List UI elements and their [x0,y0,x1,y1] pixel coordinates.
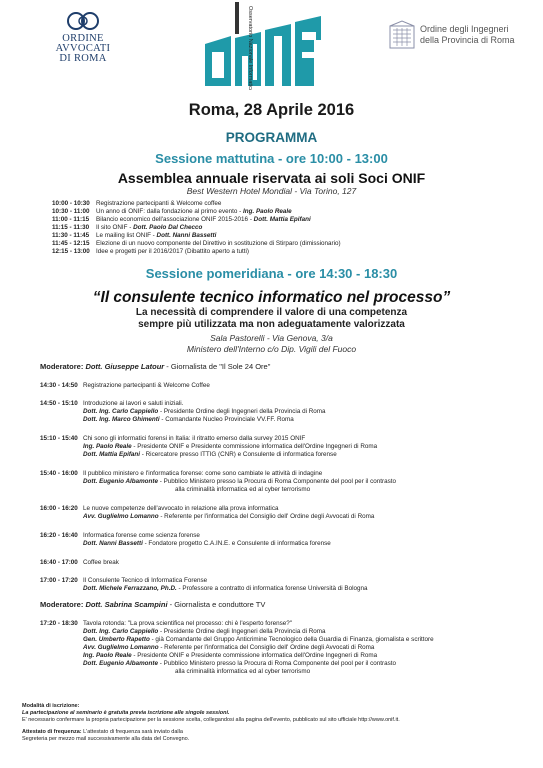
program-block [40,400,183,408]
time: 15:40 - 16:00 [40,470,78,477]
time: 10:00 - 10:30 [52,200,90,207]
conference-subtitle: La necessità di comprendere il valore di una competenza [135,307,408,318]
text: Le nuove competenze dell'avvocato in relazione alla prova informatica [83,505,279,512]
text: Registrazione partecipanti & Welcome coffee [96,200,222,207]
speaker-line [40,585,368,593]
text: Il pubblico ministero e l'informatica forense: come sono cambiate le attività di indagine [83,470,323,477]
speaker-line [40,636,434,644]
speaker-name: Dott. Eugenio Albamonte [83,660,158,667]
schedule-row [52,240,341,248]
ingegneri-building-icon [388,20,416,50]
time: 16:40 - 17:00 [40,559,78,566]
program-block [40,382,210,390]
speaker-role: - Pubblico Ministero presso la Procura di Roma Componente del pool per il contrasto [157,478,396,485]
avvocati-line: DI ROMA [59,53,107,64]
speaker-line [40,668,310,676]
speaker-role: alla criminalità informatica ed al cyber terrorismo [175,668,311,675]
moderator-label: Moderatore: [40,362,84,371]
time: 14:30 - 14:50 [40,382,78,389]
time: 17:00 - 17:20 [40,577,78,584]
morning-venue: Best Western Hotel Mondial - Via Torino, 127 [186,186,357,196]
time: 16:20 - 16:40 [40,532,78,539]
moderator-name: Dott. Sabrina Scampini [85,600,168,609]
text: Elezione di un nuovo componente del Direttivo in sostituzione di Stirparo (dimissionario) [96,240,341,247]
speaker-line [40,408,326,416]
program-block [40,559,119,567]
speaker-role: - Presidente ONIF e Presidente commissione informatica dell'Ordine Ingegneri di Roma [131,443,378,450]
schedule-row [52,208,341,216]
speaker-role: - Pubblico Ministero presso la Procura di Roma Componente del pool per il contrasto [157,660,396,667]
text: Registrazione partecipanti & Welcome Coffee [83,382,210,389]
speaker-role: - Presidente ONIF e Presidente commissione informatica dell'Ordine Ingegneri di Roma [131,652,378,659]
time: 15:10 - 15:40 [40,435,78,442]
speaker-name: Ing. Paolo Reale [83,443,132,450]
schedule-row [52,248,341,256]
text: Idee e progetti per il 2016/2017 (Dibattito aperto a tutti) [96,248,249,255]
schedule-row [52,232,341,240]
header [0,0,543,100]
speaker-name: Dott. Ing. Carlo Cappiello [83,408,159,415]
speaker: Dott. Mattia Epifani [253,216,311,223]
speaker-role: alla criminalità informatica ed al cyber terrorismo [175,486,311,493]
program-block [40,505,278,513]
speaker-name: Dott. Michele Ferrazzano, Ph.D. [83,585,177,592]
time: 10:30 - 11:00 [52,208,90,215]
moderator [40,363,270,371]
speaker: Dott. Nanni Bassetti [156,232,217,239]
speaker-role: - Professore a contratto di informatica forense Università di Bologna [176,585,368,592]
modalita-label: Modalità di iscrizione: [22,703,80,709]
attestato-line: L'attestato di frequenza sarà inviato dalla [81,729,183,735]
ordine-avvocati-logo [48,10,118,64]
program-block [40,620,292,628]
morning-session-heading: Sessione mattutina - ore 10:00 - 13:00 [155,151,388,166]
program-block [40,470,322,478]
speaker-line [40,513,374,521]
text: Coffee break [83,559,119,566]
speaker-name: Gen. Umberto Rapetto [83,636,150,643]
footer [22,703,400,743]
time: 17:20 - 18:30 [40,620,78,627]
text: Introduzione ai lavori e saluti iniziali. [83,400,184,407]
text: Le mailing list ONIF - [96,232,157,239]
afternoon-venue: Sala Pastorelli - Via Genova, 3/a [210,333,333,343]
speaker-line [40,416,294,424]
schedule-row [52,224,341,232]
avvocati-line: ORDINE [62,33,104,44]
text: Bilancio economico dell'associazione ONIF 2015-2016 - [96,216,254,223]
text: Chi sono gli informatici forensi in Italia: il ritratto emerso dalla survey 2015 ONIF [83,435,306,442]
ingegneri-line: Ordine degli Ingegneri [420,24,509,34]
speaker-line [40,652,377,660]
speaker-name: Dott. Ing. Marco Ghimenti [83,416,160,423]
programma-heading: PROGRAMMA [225,130,318,145]
speaker-line [40,478,396,486]
modalita-line: La partecipazione al seminario è gratuita previa iscrizione alle singole sessioni. [22,710,230,716]
onif-vertical-text: Osservatorio Nazionale Informatica Forense [247,6,253,90]
program-block [40,577,207,585]
modalita-line: E' necessario confermare la propria partecipazione per la sessione scelta, collegandosi alla pagina dell'evento, pubblicato sul sito ufficiale http://www.onif.it. [22,717,400,723]
moderator-role: - Giornalista de "Il Sole 24 Ore" [164,362,271,371]
speaker-role: - Comandante Nucleo Provinciale VV.FF. Roma [159,416,294,423]
time: 12:15 - 13:00 [52,248,90,255]
program-block [40,435,305,443]
moderator-role: - Giornalista e conduttore TV [167,600,266,609]
speaker-role: - Ricercatore presso ITTIG (CNR) e Consulente di informatica forense [140,451,337,458]
speaker-line [40,660,396,668]
speaker-role: - Presidente Ordine degli Ingegneri della Provincia di Roma [158,408,326,415]
attestato-label: Attestato di frequenza: [22,729,82,735]
schedule-row [52,200,341,208]
time: 11:30 - 11:45 [52,232,90,239]
speaker-role: - Referente per l'informatica del Consiglio dell' Ordine degli Avvocati di Roma [158,513,375,520]
assemblea-title: Assemblea annuale riservata ai soli Soci ONIF [117,170,426,186]
afternoon-venue: Ministero dell'Interno c/o Dip. Vigili del Fuoco [186,344,357,354]
avvocati-emblem-icon [66,10,100,32]
speaker-name: Avv. Guglielmo Lomanno [83,513,159,520]
speaker-line [40,443,377,451]
speaker: Ing. Paolo Reale [243,208,292,215]
speaker-line [40,451,337,459]
text: Informatica forense come scienza forense [83,532,200,539]
conference-subtitle: sempre più utilizzata ma non adeguatamente valorizzata [138,319,405,330]
speaker-name: Ing. Paolo Reale [83,652,132,659]
speaker-role: - Fondatore progetto C.A.IN.E. e Consulente di informatica forense [142,540,331,547]
program-block [40,532,200,540]
speaker-name: Dott. Ing. Carlo Cappiello [83,628,159,635]
morning-schedule [52,200,341,256]
speaker-line [40,628,326,636]
ingegneri-line: della Provincia di Roma [420,35,515,45]
speaker-line [40,486,310,494]
schedule-row [52,216,341,224]
speaker-role: - Presidente Ordine degli Ingegneri della Provincia di Roma [158,628,326,635]
conference-title: “Il consulente tecnico informatico nel processo” [92,289,451,306]
time: 14:50 - 15:10 [40,400,78,407]
text: Il sito ONIF - [96,224,134,231]
attestato-line: Segreteria per mezzo mail successivamente alla data del Convegno. [22,736,190,742]
moderator [40,601,265,609]
time: 11:15 - 11:30 [52,224,90,231]
speaker: Dott. Paolo Dal Checco [133,224,203,231]
text: Tavola rotonda: "La prova scientifica nel processo: chi è l'esperto forense?" [83,620,293,627]
speaker-line [40,644,374,652]
moderator-name: Dott. Giuseppe Latour [85,362,165,371]
speaker-name: Dott. Eugenio Albamonte [83,478,158,485]
speaker-line [40,540,331,548]
avvocati-line: AVVOCATI [55,43,111,54]
event-date: Roma, 28 Aprile 2016 [188,101,355,119]
afternoon-session-heading: Sessione pomeridiana - ore 14:30 - 18:30 [145,266,398,281]
time: 11:00 - 11:15 [52,216,90,223]
text: Un anno di ONIF: dalla fondazione al primo evento - [96,208,244,215]
speaker-name: Avv. Guglielmo Lomanno [83,644,159,651]
text: Il Consulente Tecnico di Informatica Forense [83,577,208,584]
speaker-role: - Referente per l'informatica del Consiglio dell' Ordine degli Avvocati di Roma [158,644,375,651]
moderator-label: Moderatore: [40,600,84,609]
speaker-role: - già Comandante del Gruppo Anticrimine Tecnologico della Guardia di Finanza, giornalista e scrittore [149,636,434,643]
speaker-name: Dott. Nanni Bassetti [83,540,143,547]
time: 11:45 - 12:15 [52,240,90,247]
time: 16:00 - 16:20 [40,505,78,512]
ordine-ingegneri-logo [388,20,538,55]
speaker-name: Dott. Mattia Epifani [83,451,141,458]
onif-logo [203,2,323,90]
